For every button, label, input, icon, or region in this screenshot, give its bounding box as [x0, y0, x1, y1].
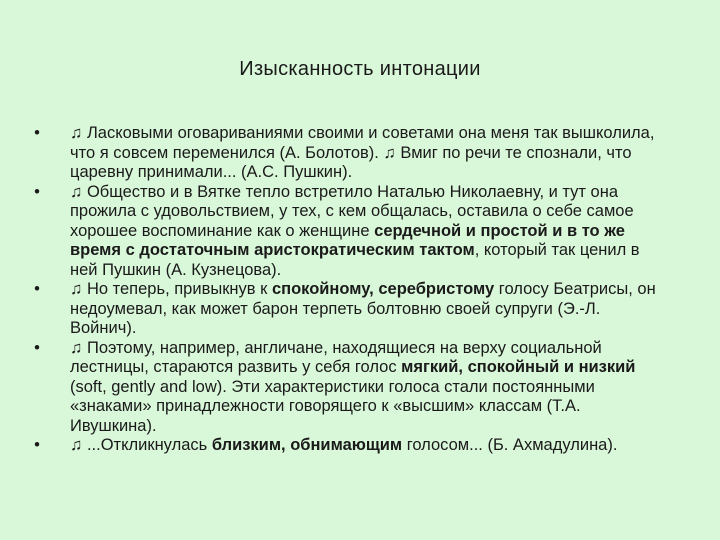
text-segment: ♫ Но теперь, привыкнув к: [70, 280, 272, 298]
bullet-list: [30, 124, 670, 456]
text-segment: голосом... (Б. Ахмадулина).: [402, 436, 618, 454]
bullet-item: [30, 124, 670, 183]
bold-text-segment: близким, обнимающим: [211, 436, 403, 454]
bold-text-segment: спокойному, серебристому: [271, 280, 495, 298]
bullet-dot-icon: •: [34, 436, 40, 454]
bold-text-segment: мягкий, спокойный и низкий: [401, 358, 636, 376]
bold-text-segment: сердечной и простой и в то же время с достаточным аристократическим тактом: [70, 221, 625, 259]
text-segment: ♫ ...Откликнулась: [70, 436, 212, 454]
bullet-item: [30, 436, 670, 456]
bullet-item: [30, 339, 670, 437]
text-segment: ♫ Общество и в Вятке тепло встретило Наталью Николаевну, и тут она прожила с удовольствием, у тех, с кем общалась, оставила о себе самое хорошее воспоминание как о женщине: [70, 182, 634, 240]
text-segment: голосу Беатрисы, он недоумевал, как может барон терпеть болтовню своей супруги (Э.-Л. Войнич).: [70, 280, 656, 337]
text-segment: ♫ Ласковыми оговариваниями своими и советами она меня так вышколила, что я совсем переменился (А. Болотов). ♫ Вмиг по речи те спознали, что царевну принимали... (А.С. Пушкин).: [70, 124, 655, 181]
text-segment: ♫ Поэтому, например, англичане, находящиеся на верху социальной лестницы, стараются развить у себя голос: [70, 338, 602, 376]
text-segment: (soft, gently and low). Эти характеристики голоса стали постоянными «знаками» принадлежности говорящего к «высшим» классам (Т.А. Ивушкина).: [70, 377, 595, 435]
bullet-item: [30, 280, 670, 339]
bullet-dot-icon: •: [34, 124, 40, 142]
bullet-dot-icon: •: [34, 280, 40, 298]
bullet-dot-icon: •: [34, 182, 40, 201]
bullet-item: [30, 183, 670, 281]
text-segment: , который так ценил в ней Пушкин (А. Кузнецова).: [70, 241, 640, 279]
bullet-dot-icon: •: [34, 338, 40, 357]
slide-title: Изысканность интонации: [239, 58, 481, 80]
